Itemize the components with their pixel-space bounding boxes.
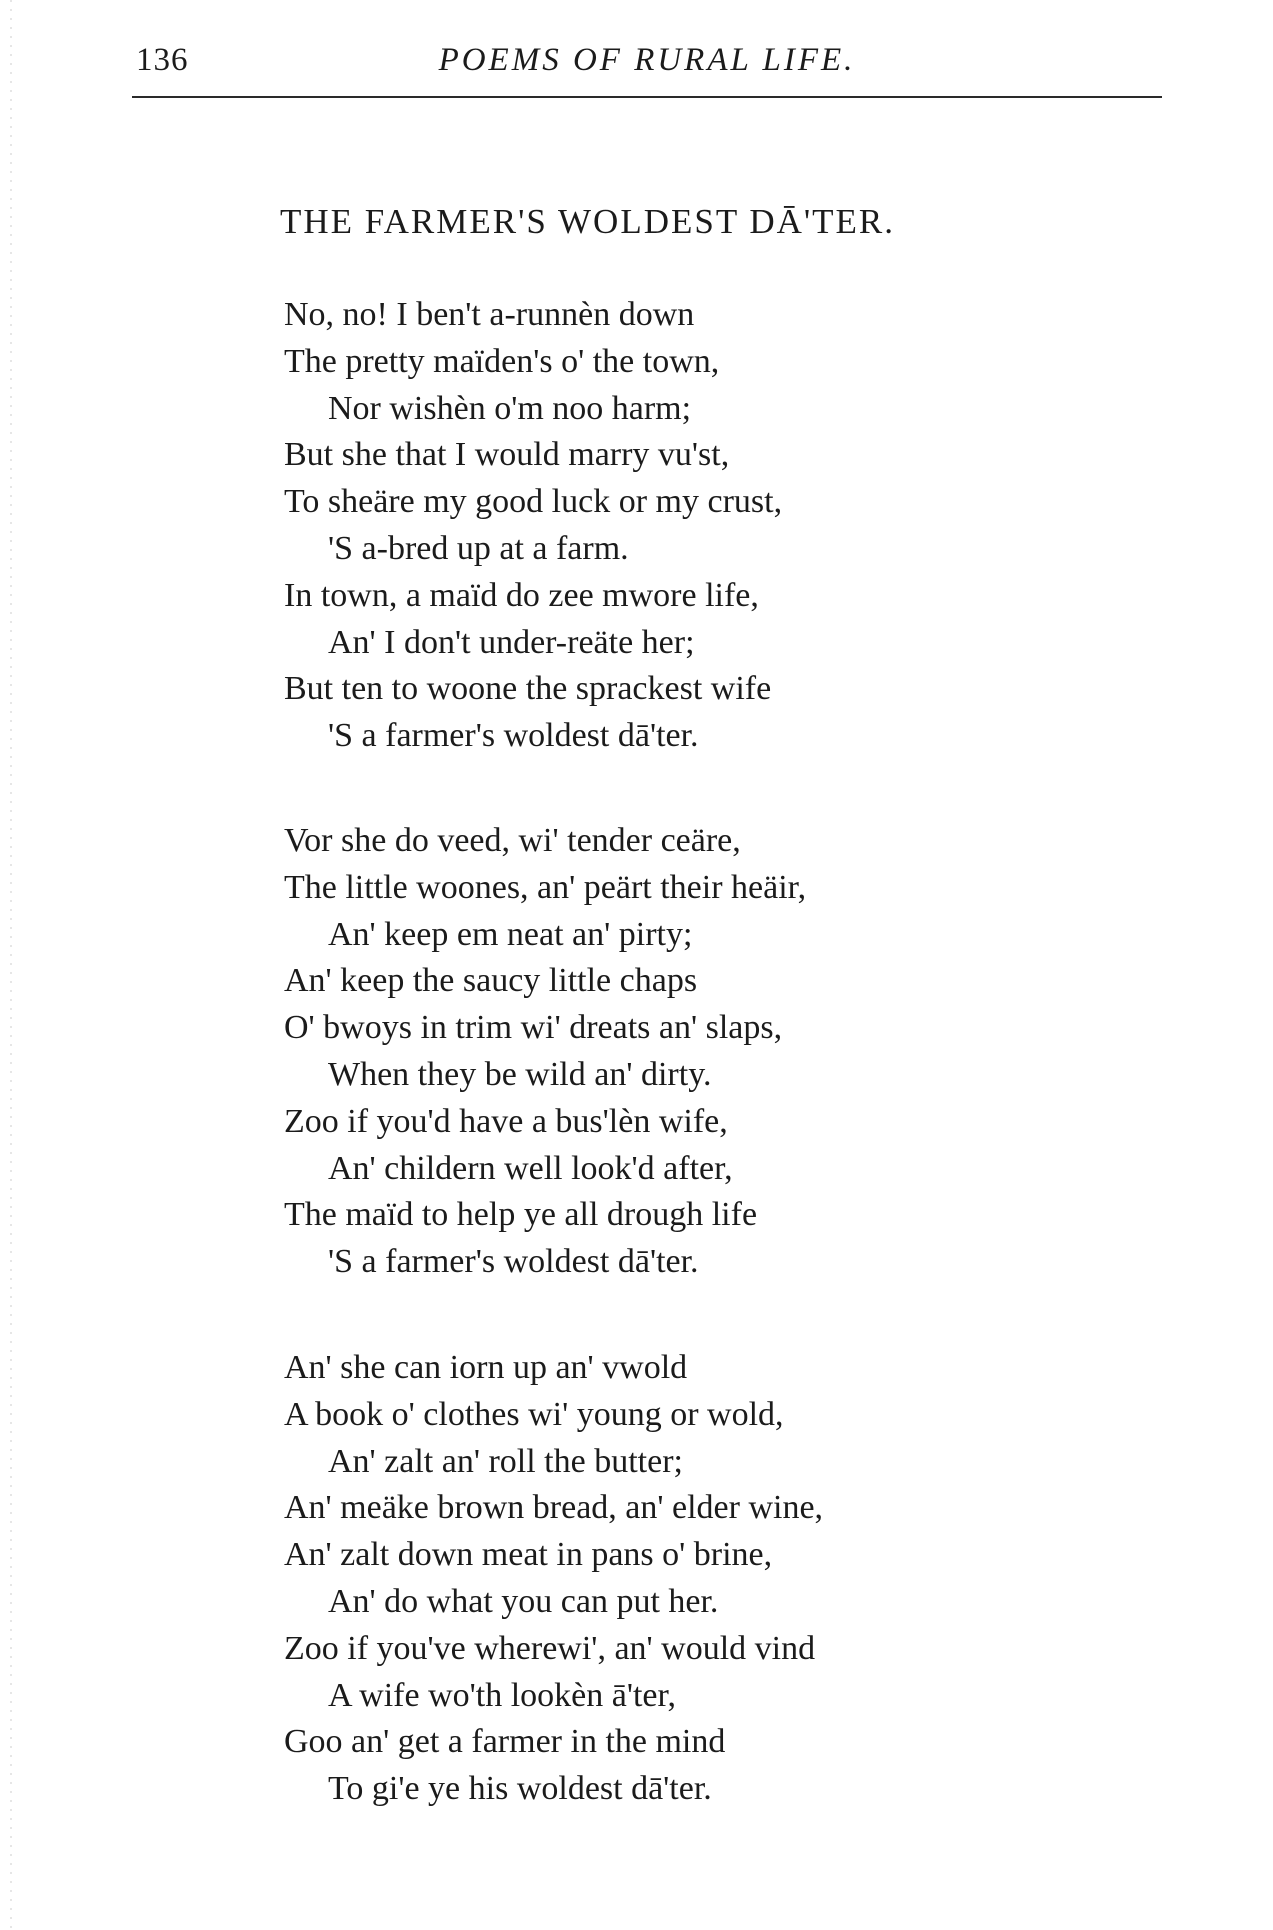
- poem-line: A wife wo'th lookèn ā'ter,: [328, 1676, 676, 1714]
- poem-line: An' keep em neat an' pirty;: [328, 915, 693, 953]
- poem-line: 'S a farmer's woldest dā'ter.: [328, 717, 699, 755]
- stanza-3: [284, 1345, 823, 1813]
- poem-line: An' childern well look'd after,: [328, 1149, 733, 1187]
- page-number: 136: [136, 42, 189, 78]
- margin-dots: [10, 0, 12, 1930]
- poem-line: An' I don't under-reäte her;: [328, 623, 695, 661]
- poem-line: 'S a-bred up at a farm.: [328, 529, 629, 567]
- poem-line: Goo an' get a farmer in the mind: [284, 1723, 726, 1761]
- poem-line: But she that I would marry vu'st,: [284, 436, 730, 474]
- poem-line: 'S a farmer's woldest dā'ter.: [328, 1243, 699, 1281]
- poem-line: An' keep the saucy little chaps: [284, 962, 698, 1000]
- poem-line: But ten to woone the sprackest wife: [284, 670, 772, 708]
- poem-line: The little woones, an' peärt their heäir,: [284, 868, 807, 906]
- poem-title: THE FARMER'S WOLDEST DĀ'TER.: [280, 202, 896, 241]
- poem-line: An' meäke brown bread, an' elder wine,: [284, 1489, 824, 1527]
- poem-line: The maïd to help ye all drough life: [284, 1196, 758, 1234]
- poem-line: An' do what you can put her.: [328, 1582, 719, 1620]
- stanza-2: [284, 818, 806, 1286]
- poem-line: In town, a maïd do zee mwore life,: [284, 576, 759, 614]
- poem-line: The pretty maïden's o' the town,: [284, 342, 720, 380]
- poem-line: No, no! I ben't a-runnèn down: [284, 296, 695, 333]
- poem-line: O' bwoys in trim wi' dreats an' slaps,: [284, 1009, 783, 1047]
- poem-line: Zoo if you've wherewi', an' would vind: [284, 1629, 816, 1667]
- poem-line: Nor wishèn o'm noo harm;: [328, 389, 692, 427]
- poem-line: Vor she do veed, wi' tender ceäre,: [284, 822, 741, 859]
- poem-line: To gi'e ye his woldest dā'ter.: [328, 1770, 712, 1808]
- poem-line: An' she can iorn up an' vwold: [284, 1349, 688, 1386]
- poem-line: An' zalt down meat in pans o' brine,: [284, 1536, 773, 1574]
- poem-line: A book o' clothes wi' young or wold,: [284, 1395, 784, 1433]
- poem-line: To sheäre my good luck or my crust,: [284, 483, 783, 521]
- page-header: [132, 40, 1162, 96]
- poem-line: When they be wild an' dirty.: [328, 1055, 712, 1093]
- stanza-1: [284, 292, 782, 760]
- running-head: POEMS OF RURAL LIFE.: [438, 42, 856, 78]
- poem-line: Zoo if you'd have a bus'lèn wife,: [284, 1102, 728, 1140]
- header-rule: [132, 96, 1162, 98]
- poem-line: An' zalt an' roll the butter;: [328, 1442, 683, 1480]
